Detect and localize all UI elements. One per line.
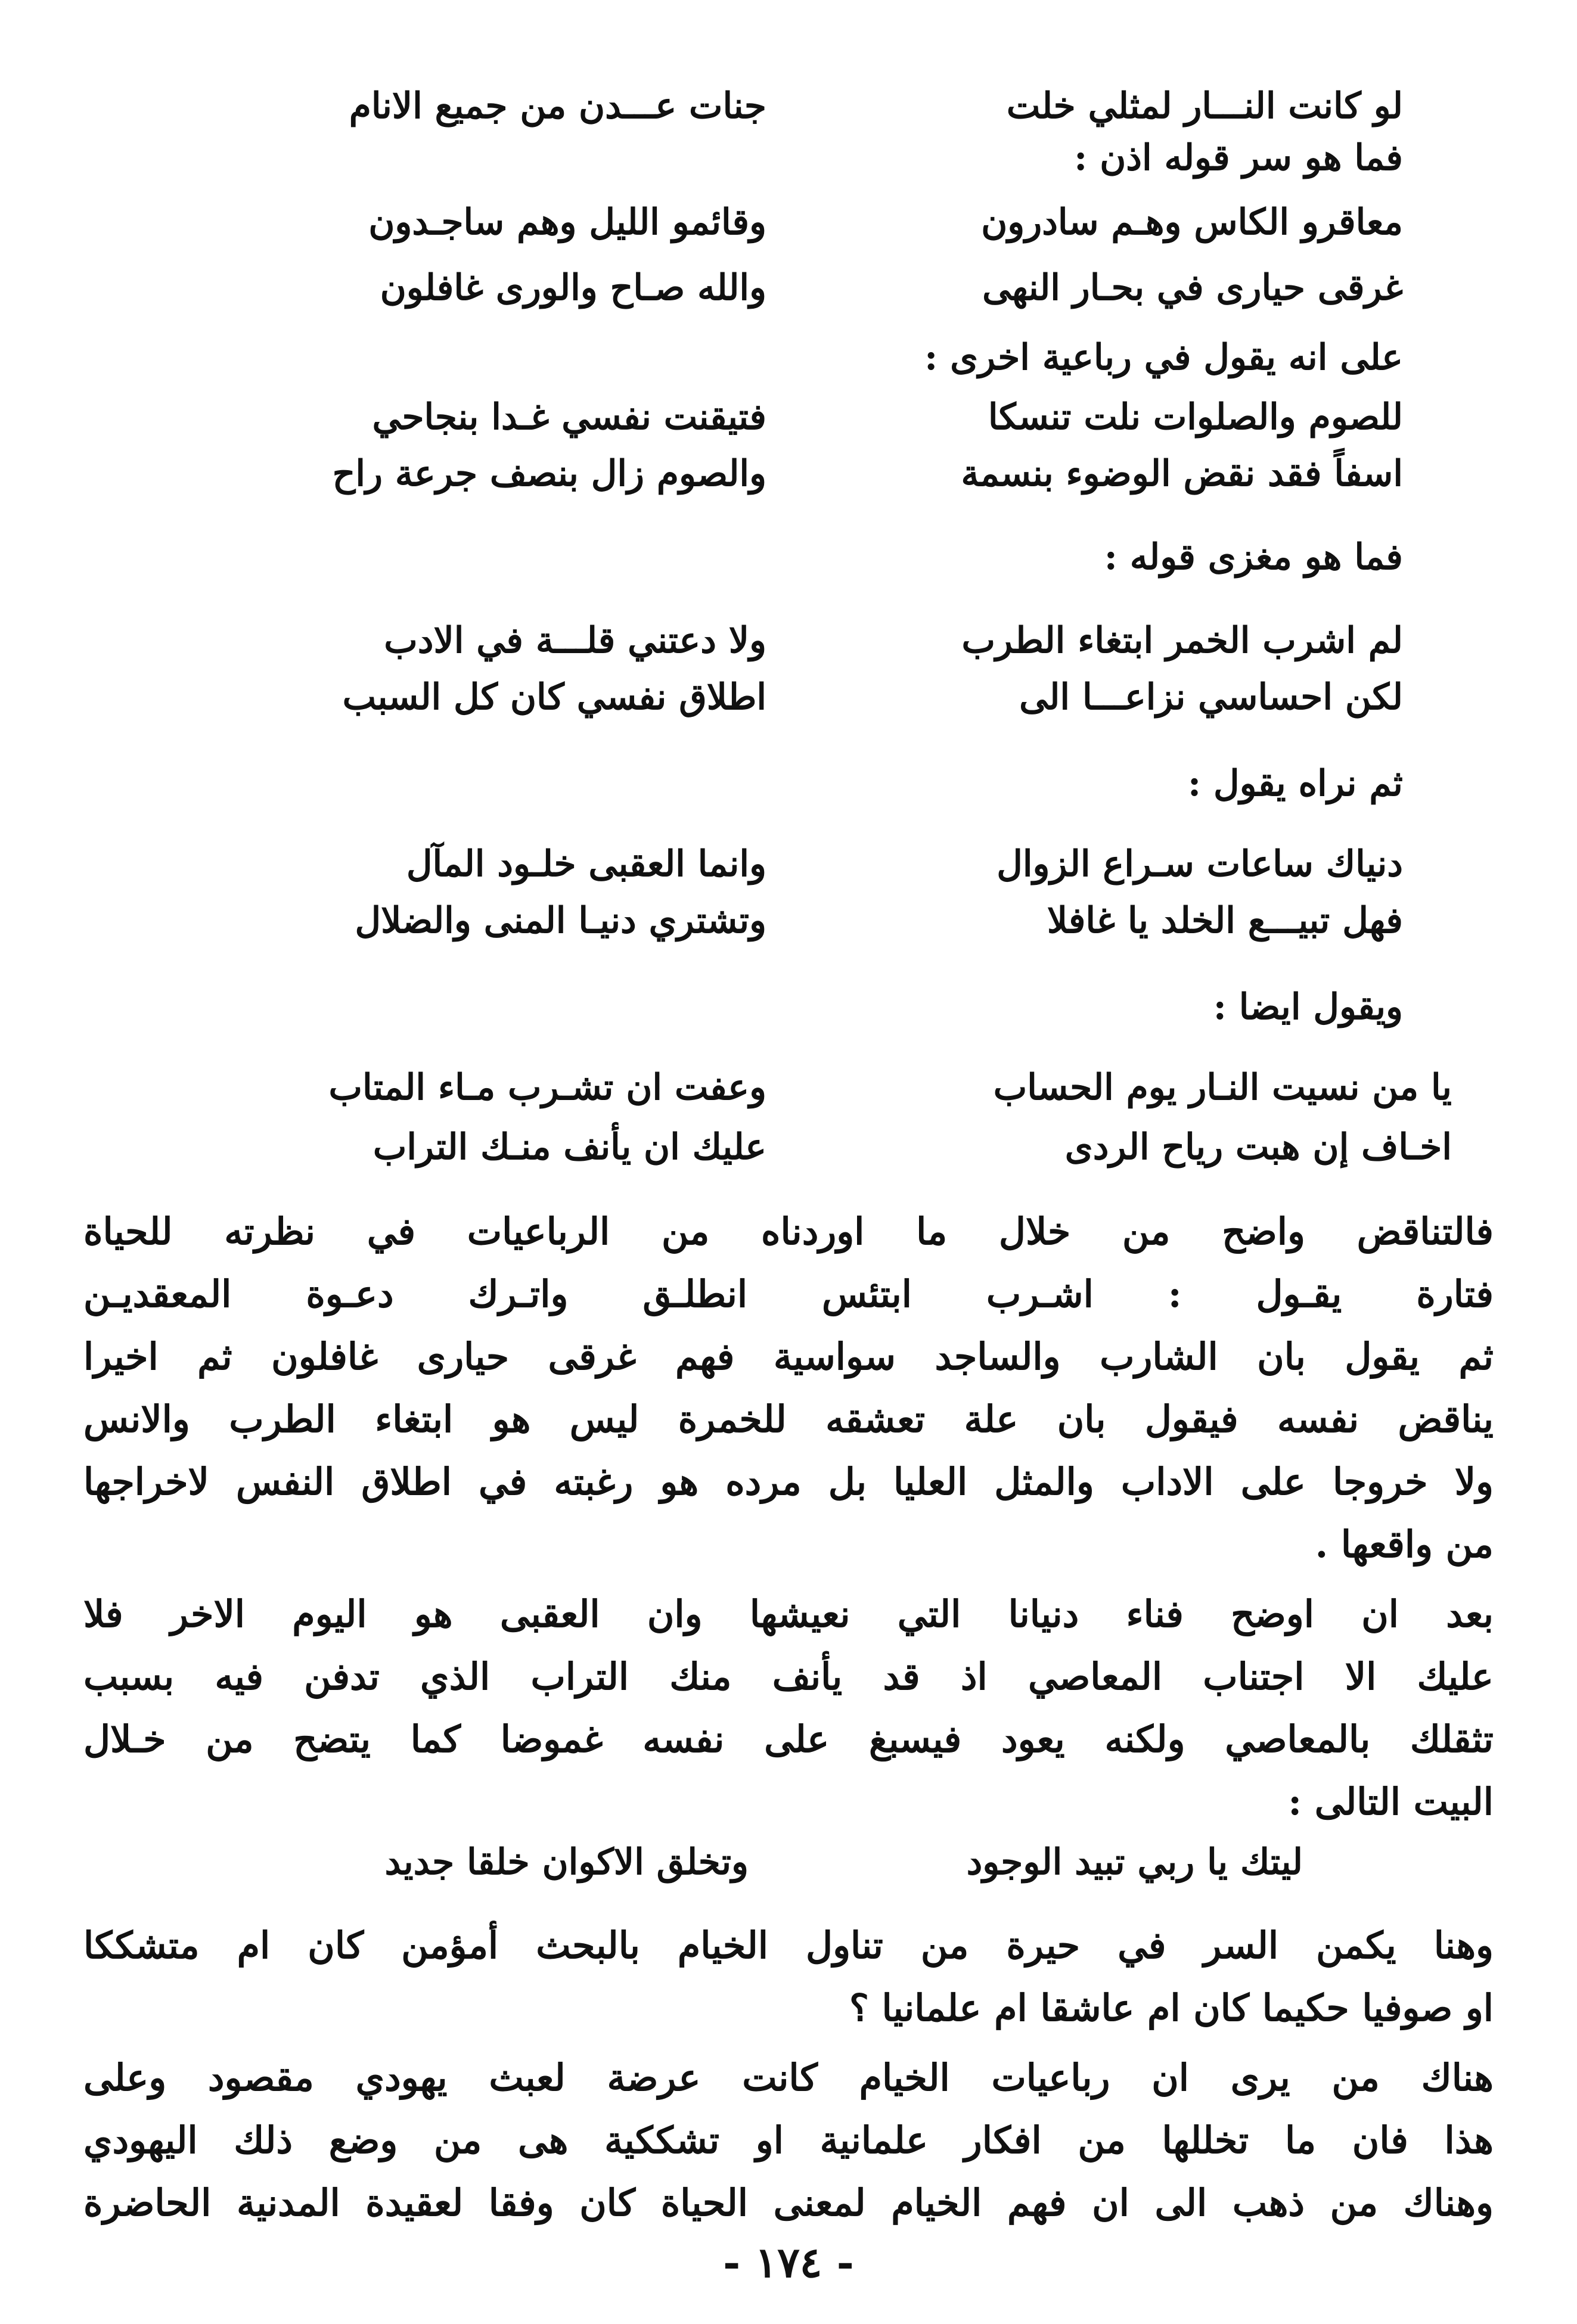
paragraph-line: ثم يقول بان الشارب والساجد سواسية فهم غرقى حيارى غافلون ثم اخيرا: [83, 1335, 1494, 1378]
paragraph-line: عليك الا اجتناب المعاصي اذ قد يأنف منك التراب الذي تدفن فيه بسبب: [83, 1655, 1494, 1698]
paragraph-line: هناك من يرى ان رباعيات الخيام كانت عرضة لعبث يهودي مقصود وعلى: [83, 2056, 1494, 2099]
verse-intro: فما هو مغزى قوله :: [1104, 536, 1403, 578]
paragraph-line: فتارة يقـول : اشـرب ابتئس انطلـق واتـرك دعـوة المعقديـن: [83, 1272, 1494, 1316]
verse-hemistich-left: وقائمو الليل وهم ساجـدون: [368, 201, 766, 243]
verse-hemistich-left: فتيقنت نفسي غـدا بنجاحي: [372, 396, 766, 438]
verse-hemistich-right: فهل تبيـــع الخلد يا غافلا: [1047, 900, 1403, 942]
verse-hemistich-left: وانما العقبى خلـود المآل: [406, 843, 766, 885]
paragraph-line: البيت التالى :: [1288, 1780, 1494, 1823]
verse-hemistich-right: اخـاف إن هبت رياح الردى: [1064, 1126, 1452, 1168]
verse-hemistich-right: لم اشرب الخمر ابتغاء الطرب: [961, 620, 1403, 661]
verse-hemistich-right: غرقى حيارى في بحـار النهى: [982, 267, 1403, 309]
verse-hemistich-left: وتشتري دنيـا المنى والضلال: [355, 900, 766, 942]
verse-hemistich-right: اسفاً فقد نقض الوضوء بنسمة: [961, 453, 1403, 495]
verse-hemistich-left: عليك ان يأنف منـك التراب: [372, 1126, 766, 1168]
verse-hemistich-left: والله صـاح والورى غافلون: [380, 267, 766, 309]
verse-intro: على انه يقول في رباعية اخرى :: [924, 337, 1403, 378]
verse-hemistich-right: يا من نسيت النـار يوم الحساب: [993, 1067, 1452, 1108]
paragraph-line: وهنا يكمن السر في حيرة من تناول الخيام بالبحث أمؤمن كان ام متشككا: [83, 1924, 1494, 1967]
verse-hemistich-right: دنياك ساعات سـراع الزوال: [997, 843, 1403, 885]
verse-hemistich-right: لكن احساسي نزاعـــا الى: [1019, 676, 1403, 718]
verse-hemistich-left: وعفت ان تشـرب مـاء المتاب: [328, 1067, 766, 1108]
verse-intro: فما هو سر قوله اذن :: [1074, 137, 1403, 179]
body-paragraph: [83, 1592, 1494, 1843]
body-paragraph: [83, 1924, 1494, 2049]
verse-hemistich-left: اطلاق نفسي كان كل السبب: [342, 676, 766, 718]
paragraph-line: او صوفيا حكيما كان ام عاشقا ام علمانيا ؟: [849, 1986, 1494, 2030]
paragraph-line: يناقض نفسه فيقول بان علة تعشقه للخمرة ليس هو ابتغاء الطرب والانس: [83, 1397, 1494, 1441]
paragraph-line: تثقلك بالمعاصي ولكنه يعود فيسبغ على نفسه غموضا كما يتضح من خـلال: [83, 1717, 1494, 1761]
verse-intro: ثم نراه يقول :: [1188, 763, 1403, 804]
verse-hemistich-right: معاقرو الكاس وهـم سادرون: [981, 201, 1403, 243]
paragraph-line: هذا فان ما تخللها من افكار علمانية او تشككية هى من وضع ذلك اليهودي: [83, 2118, 1494, 2162]
page-number: - ١٧٤ -: [723, 2238, 854, 2287]
verse-hemistich-right: لو كانت النـــار لمثلي خلت: [1006, 85, 1403, 127]
paragraph-line: بعد ان اوضح فناء دنيانا التي نعيشها وان العقبى هو اليوم الاخر فلا: [83, 1592, 1494, 1636]
verse-hemistich-left: والصوم زال بنصف جرعة راح: [332, 453, 766, 495]
verse-hemistich-right: ليتك يا ربي تبيد الوجود: [966, 1841, 1303, 1883]
body-paragraph: [83, 1210, 1494, 1585]
paragraph-line: ولا خروجا على الاداب والمثل العليا بل مرده هو رغبته في اطلاق النفس لاخراجها: [83, 1460, 1494, 1503]
paragraph-line: وهناك من ذهب الى ان فهم الخيام لمعنى الحياة كان وفقا لعقيدة المدنية الحاضرة: [83, 2181, 1494, 2224]
verse-hemistich-right: للصوم والصلوات نلت تنسكا: [988, 396, 1403, 438]
paragraph-line: فالتناقض واضح من خلال ما اوردناه من الرباعيات في نظرته للحياة: [83, 1210, 1494, 1253]
paragraph-line: من واقعها .: [1315, 1523, 1494, 1566]
body-paragraph: [83, 2056, 1494, 2244]
verse-hemistich-left: وتخلق الاكوان خلقا جديد: [384, 1841, 749, 1883]
verse-hemistich-left: ولا دعتني قلـــة في الادب: [384, 620, 766, 661]
verse-intro: ويقول ايضا :: [1213, 986, 1403, 1028]
verse-hemistich-left: جنات عـــدن من جميع الانام: [349, 85, 766, 127]
